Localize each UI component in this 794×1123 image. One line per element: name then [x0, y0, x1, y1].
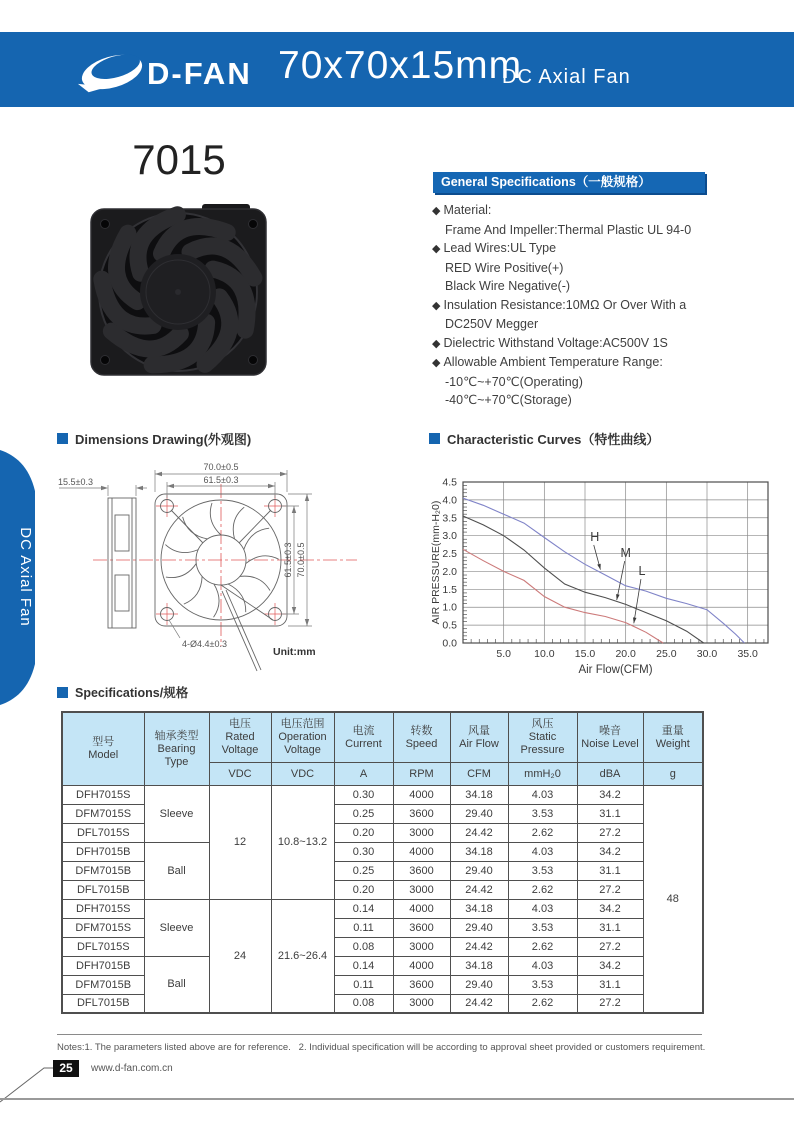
diamond-bullet-icon: ◆ — [432, 357, 441, 369]
page-subtitle: DC Axial Fan — [502, 66, 631, 88]
current-cell: 0.30 — [334, 785, 393, 804]
lead-wire — [226, 590, 261, 670]
section-bullet-icon — [429, 433, 440, 444]
diamond-bullet-icon: ◆ — [432, 205, 441, 217]
table-row — [62, 899, 703, 918]
speed-cell: 4000 — [393, 842, 450, 861]
model-number-title: 7015 — [132, 136, 226, 183]
rated-voltage-cell: 12 — [209, 785, 271, 899]
side-view — [108, 498, 136, 628]
spec-item-text: Allowable Ambient Temperature Range: — [443, 355, 663, 369]
svg-text:10.0: 10.0 — [534, 648, 555, 660]
svg-text:3.0: 3.0 — [442, 530, 457, 543]
model-cell: DFH7015B — [62, 842, 144, 861]
specifications-table — [61, 711, 704, 1014]
model-cell: DFL7015B — [62, 994, 144, 1013]
dfan-logo-icon — [76, 50, 146, 94]
spec-item-text: RED Wire Positive(+) — [445, 260, 564, 275]
characteristic-curves-chart — [428, 452, 778, 682]
airflow-cell: 29.40 — [450, 918, 508, 937]
current-cell: 0.14 — [334, 899, 393, 918]
dim-pitch-height: 61.5±0.3 — [283, 542, 293, 578]
noise-level-cell: 27.2 — [577, 937, 643, 956]
static-pressure-cell: 4.03 — [508, 899, 577, 918]
spec-item-text: Dielectric Withstand Voltage:AC500V 1S — [443, 335, 668, 350]
airflow-cell: 29.40 — [450, 804, 508, 823]
footer-notes: Notes:1. The parameters listed above are for reference. 2. Individual specification will be according to approval sheet provided or customers requirement. — [57, 1042, 706, 1053]
noise-level-cell: 34.2 — [577, 956, 643, 975]
model-cell: DFL7015S — [62, 937, 144, 956]
svg-text:Air Flow(CFM): Air Flow(CFM) — [578, 664, 653, 676]
speed-cell: 3000 — [393, 994, 450, 1013]
svg-text:L: L — [638, 564, 646, 579]
speed-cell: 3600 — [393, 804, 450, 823]
side-tab — [0, 446, 40, 708]
airflow-cell: 24.42 — [450, 937, 508, 956]
brand-name: D-FAN — [147, 56, 252, 91]
static-pressure-cell: 3.53 — [508, 918, 577, 937]
column-unit: g — [643, 762, 703, 785]
speed-cell: 3000 — [393, 823, 450, 842]
centerlines — [93, 484, 357, 646]
svg-text:AIR PRESSURE(mm-H₂0): AIR PRESSURE(mm-H₂0) — [430, 500, 442, 625]
static-pressure-cell: 2.62 — [508, 880, 577, 899]
column-unit: dBA — [577, 762, 643, 785]
noise-level-cell: 27.2 — [577, 880, 643, 899]
section-title-curves — [429, 429, 659, 448]
weight-cell: 48 — [643, 785, 703, 1013]
column-unit: VDC — [271, 762, 334, 785]
static-pressure-cell: 3.53 — [508, 861, 577, 880]
model-cell: DFM7015B — [62, 975, 144, 994]
noise-level-cell: 31.1 — [577, 804, 643, 823]
speed-cell: 4000 — [393, 899, 450, 918]
current-cell: 0.30 — [334, 842, 393, 861]
spec-item-continuation — [432, 277, 742, 296]
spec-item-continuation — [432, 259, 742, 278]
spec-item — [432, 296, 742, 316]
current-cell: 0.25 — [334, 804, 393, 823]
static-pressure-cell: 3.53 — [508, 804, 577, 823]
svg-text:2.0: 2.0 — [442, 565, 457, 578]
airflow-cell: 24.42 — [450, 994, 508, 1013]
spec-item-text: Black Wire Negative(-) — [445, 279, 571, 293]
unit-label: Unit:mm — [273, 646, 316, 658]
static-pressure-cell: 2.62 — [508, 937, 577, 956]
airflow-cell: 34.18 — [450, 956, 508, 975]
svg-text:30.0: 30.0 — [696, 648, 718, 660]
page-number-badge: 25 — [53, 1060, 79, 1077]
dim-pitch-width: 61.5±0.3 — [203, 475, 239, 485]
spec-item-continuation — [432, 373, 742, 392]
column-header: 轴承类型 Bearing Type — [144, 712, 209, 785]
table-row — [62, 842, 703, 861]
column-unit: CFM — [450, 762, 508, 785]
column-unit: RPM — [393, 762, 450, 785]
svg-text:0.0: 0.0 — [442, 637, 457, 650]
column-header: 电压范围 Operation Voltage — [271, 712, 334, 762]
column-unit: mmH₂0 — [508, 762, 577, 785]
diamond-bullet-icon: ◆ — [432, 337, 441, 350]
operation-voltage-cell: 10.8~13.2 — [271, 785, 334, 899]
dimension-lines — [59, 470, 312, 638]
airflow-cell: 34.18 — [450, 785, 508, 804]
section-title-dimensions-label: Dimensions Drawing(外观图) — [75, 432, 252, 447]
svg-text:0.5: 0.5 — [442, 619, 457, 632]
dim-outer-height: 70.0±0.5 — [296, 542, 306, 578]
svg-text:35.0: 35.0 — [737, 648, 758, 660]
svg-text:20.0: 20.0 — [615, 648, 636, 660]
website-link[interactable]: www.d-fan.com.cn — [91, 1063, 173, 1074]
general-specs-list — [432, 201, 742, 410]
page-title: 70x70x15mm — [278, 44, 523, 87]
current-cell: 0.14 — [334, 956, 393, 975]
speed-cell: 3000 — [393, 880, 450, 899]
header-band — [0, 32, 794, 107]
bearing-type-cell: Ball — [144, 956, 209, 1013]
svg-text:1.5: 1.5 — [442, 583, 457, 596]
column-unit: VDC — [209, 762, 271, 785]
airflow-cell: 34.18 — [450, 899, 508, 918]
dimensions-drawing — [45, 458, 395, 673]
dim-thickness: 15.5±0.3 — [58, 477, 93, 487]
model-cell: DFM7015B — [62, 861, 144, 880]
column-header: 电流 Current — [334, 712, 393, 762]
column-header: 风量 Air Flow — [450, 712, 508, 762]
static-pressure-cell: 2.62 — [508, 823, 577, 842]
svg-text:3.5: 3.5 — [442, 512, 457, 525]
noise-level-cell: 31.1 — [577, 918, 643, 937]
speed-cell: 3600 — [393, 861, 450, 880]
operation-voltage-cell: 21.6~26.4 — [271, 899, 334, 1013]
model-cell: DFH7015S — [62, 785, 144, 804]
svg-text:25.0: 25.0 — [656, 648, 677, 660]
svg-text:M: M — [620, 546, 631, 561]
noise-level-cell: 27.2 — [577, 994, 643, 1013]
spec-item-text: Insulation Resistance:10MΩ Or Over With a — [443, 297, 687, 312]
model-cell: DFH7015S — [62, 899, 144, 918]
column-header: 噪音 Noise Level — [577, 712, 643, 762]
rated-voltage-cell: 24 — [209, 899, 271, 1013]
table-row — [62, 956, 703, 975]
airflow-cell: 24.42 — [450, 823, 508, 842]
spec-item-text: -10℃~+70℃(Operating) — [445, 374, 583, 389]
spec-item-continuation — [432, 391, 742, 410]
model-cell: DFM7015S — [62, 804, 144, 823]
section-bullet-icon — [57, 687, 68, 698]
bottom-rule — [0, 1098, 794, 1100]
bearing-type-cell: Ball — [144, 842, 209, 899]
section-bullet-icon — [57, 433, 68, 444]
svg-text:4.0: 4.0 — [442, 494, 457, 507]
model-cell: DFM7015S — [62, 918, 144, 937]
current-cell: 0.25 — [334, 861, 393, 880]
column-header: 型号 Model — [62, 712, 144, 785]
column-header: 重量 Weight — [643, 712, 703, 762]
column-header: 转数 Speed — [393, 712, 450, 762]
spec-item — [432, 334, 742, 354]
static-pressure-cell: 4.03 — [508, 956, 577, 975]
svg-text:H: H — [590, 530, 600, 545]
static-pressure-cell: 3.53 — [508, 975, 577, 994]
noise-level-cell: 31.1 — [577, 975, 643, 994]
speed-cell: 3000 — [393, 937, 450, 956]
airflow-cell: 29.40 — [450, 975, 508, 994]
spec-item-text: DC250V Megger — [445, 317, 539, 331]
section-title-specifications — [57, 683, 188, 701]
spec-item — [432, 353, 742, 373]
table-row — [62, 785, 703, 804]
spec-item — [432, 239, 742, 259]
svg-text:15.0: 15.0 — [574, 648, 596, 660]
speed-cell: 4000 — [393, 956, 450, 975]
dim-mounting-holes: 4-Ø4.4±0.3 — [182, 639, 227, 649]
general-specs-banner: General Specifications（一般规格） — [433, 172, 705, 193]
section-title-curves-label: Characteristic Curves（特性曲线） — [447, 432, 660, 447]
current-cell: 0.20 — [334, 823, 393, 842]
spec-item-text: Lead Wires:UL Type — [443, 241, 557, 255]
spec-item-continuation — [432, 315, 742, 334]
airflow-cell: 29.40 — [450, 861, 508, 880]
noise-level-cell: 31.1 — [577, 861, 643, 880]
airflow-cell: 24.42 — [450, 880, 508, 899]
static-pressure-cell: 4.03 — [508, 842, 577, 861]
current-cell: 0.20 — [334, 880, 393, 899]
noise-level-cell: 34.2 — [577, 842, 643, 861]
noise-level-cell: 27.2 — [577, 823, 643, 842]
section-title-dimensions — [57, 429, 251, 448]
column-header: 风压 Static Pressure — [508, 712, 577, 762]
side-tab-label: DC Axial Fan — [17, 527, 34, 627]
notes-divider — [57, 1034, 702, 1035]
spec-item-text: Frame And Impeller:Thermal Plastic UL 94-0 — [445, 222, 692, 237]
spec-item-text: Material: — [443, 203, 492, 217]
speed-cell: 4000 — [393, 785, 450, 804]
static-pressure-cell: 4.03 — [508, 785, 577, 804]
column-header: 电压 Rated Voltage — [209, 712, 271, 762]
speed-cell: 3600 — [393, 918, 450, 937]
bearing-type-cell: Sleeve — [144, 899, 209, 956]
speed-cell: 3600 — [393, 975, 450, 994]
spec-item — [432, 201, 742, 221]
spec-item-text: -40℃~+70℃(Storage) — [445, 393, 572, 407]
model-cell: DFH7015B — [62, 956, 144, 975]
svg-text:2.5: 2.5 — [442, 548, 457, 561]
current-cell: 0.11 — [334, 975, 393, 994]
svg-text:5.0: 5.0 — [496, 648, 511, 660]
model-cell: DFL7015B — [62, 880, 144, 899]
bearing-type-cell: Sleeve — [144, 785, 209, 842]
svg-text:4.5: 4.5 — [442, 476, 457, 489]
noise-level-cell: 34.2 — [577, 899, 643, 918]
current-cell: 0.08 — [334, 937, 393, 956]
diamond-bullet-icon: ◆ — [432, 299, 441, 312]
product-photo — [90, 203, 268, 381]
model-cell: DFL7015S — [62, 823, 144, 842]
column-unit: A — [334, 762, 393, 785]
current-cell: 0.08 — [334, 994, 393, 1013]
lead-wire — [222, 591, 257, 671]
noise-level-cell: 34.2 — [577, 785, 643, 804]
current-cell: 0.11 — [334, 918, 393, 937]
diamond-bullet-icon: ◆ — [432, 243, 441, 255]
dim-outer-width: 70.0±0.5 — [203, 462, 239, 472]
section-title-specifications-label: Specifications/规格 — [75, 686, 189, 700]
static-pressure-cell: 2.62 — [508, 994, 577, 1013]
svg-text:1.0: 1.0 — [442, 601, 457, 614]
airflow-cell: 34.18 — [450, 842, 508, 861]
spec-item-continuation — [432, 221, 742, 240]
